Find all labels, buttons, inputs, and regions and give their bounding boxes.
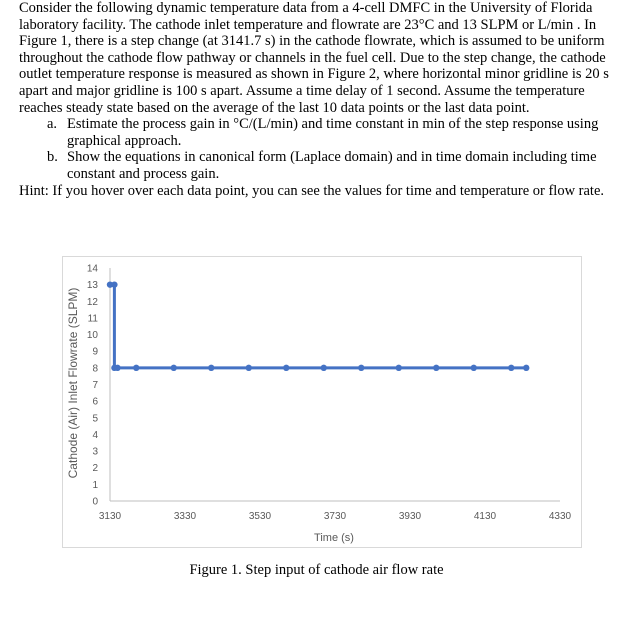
flowrate-chart: [62, 256, 582, 548]
data-point: [208, 365, 214, 371]
figure-caption: Figure 1. Step input of cathode air flow rate: [189, 562, 444, 578]
y-tick-label: 13: [86, 280, 98, 292]
figure-caption-wrap: [0, 562, 633, 579]
data-point: [396, 365, 402, 371]
data-point: [283, 365, 289, 371]
data-point: [433, 365, 439, 371]
y-tick-label: 12: [86, 296, 98, 308]
y-tick-label: 8: [92, 363, 98, 375]
y-tick-label: 1: [92, 479, 98, 491]
hint-text: Hint: If you hover over each data point, you can see the values for time and temperature or flow rate.: [19, 182, 605, 199]
y-tick-label: 3: [92, 446, 98, 458]
question-item-b: [19, 149, 619, 182]
y-tick-label: 2: [92, 463, 98, 475]
y-tick-label: 6: [92, 396, 98, 408]
x-tick-label: 4130: [473, 511, 497, 522]
x-tick-label: 4330: [548, 511, 572, 522]
data-point: [523, 365, 529, 371]
data-point: [321, 365, 327, 371]
problem-text: [19, 0, 619, 199]
y-tick-label: 11: [87, 313, 98, 325]
y-tick-label: 10: [86, 330, 98, 342]
chart-svg: [62, 256, 582, 548]
y-tick-label: 7: [92, 380, 98, 391]
question-list: [19, 116, 619, 182]
x-tick-label: 3730: [323, 511, 347, 522]
y-tick-label: 4: [92, 429, 98, 441]
data-point: [471, 365, 477, 371]
y-axis-title: Cathode (Air) Inlet Flowrate (SLPM): [66, 287, 80, 479]
data-point: [171, 365, 177, 371]
x-tick-label: 3130: [98, 511, 122, 522]
data-point: [508, 365, 514, 371]
data-point: [114, 365, 120, 371]
y-tick-label: 14: [86, 263, 98, 275]
data-point: [133, 365, 139, 371]
question-item-a: [19, 116, 619, 149]
data-point: [246, 365, 252, 371]
question-text-a: Estimate the process gain in °C/(L/min) and time constant in min of the step response using graphical approach.: [67, 116, 599, 149]
data-point: [111, 281, 117, 287]
x-axis-title: Time (s): [314, 532, 354, 544]
y-tick-label: 5: [92, 413, 98, 425]
x-tick-label: 3330: [173, 511, 197, 522]
y-tick-label: 0: [92, 496, 98, 508]
question-text-b: Show the equations in canonical form (Laplace domain) and in time domain including time constant and process gain.: [67, 149, 597, 182]
question-marker-b: b.: [47, 149, 58, 166]
data-point: [358, 365, 364, 371]
chart-frame: [63, 257, 582, 548]
question-marker-a: a.: [47, 116, 58, 133]
problem-intro: Consider the following dynamic temperature data from a 4-cell DMFC in the University of Florida laboratory facility. The cathode inlet temperature and flowrate are 23°C and 13 SLPM or L/min . In Figure 1, there is a step change (at 3141.7 s) in the cathode flowrate, which is assumed to be uniform throughout the cathode flow pathway or channels in the fuel cell. Due to the step change, the cathode outlet temperature response is measured as shown in Figure 2, where horizontal minor gridline is 20 s apart and major gridline is 100 s apart. Assume a time delay of 1 second. Assume the temperature reaches steady state based on the average of the last 10 data points or the last data point.: [19, 0, 609, 116]
y-tick-label: 9: [92, 346, 98, 358]
x-tick-label: 3930: [398, 511, 422, 522]
x-tick-label: 3530: [248, 511, 272, 522]
